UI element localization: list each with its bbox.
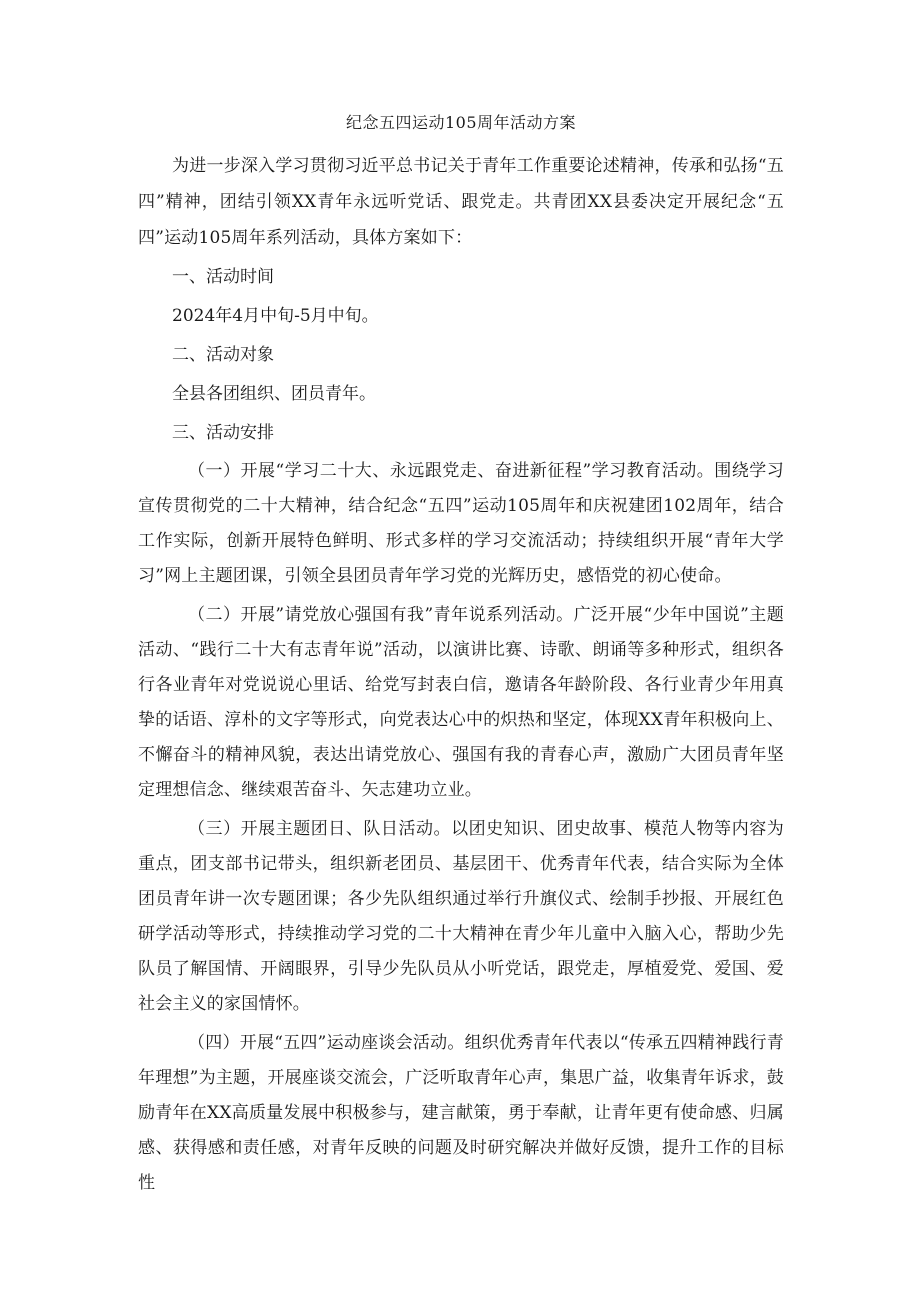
arrangement-item-3: （三）开展主题团日、队日活动。以团史知识、团史故事、模范人物等内容为重点，团支部书记带头，组织新老团员、基层团干、优秀青年代表，结合实际为全体团员青年讲一次专题团课；各少先队组织通过举行升旗仪式、绘制手抄报、开展红色研学活动等形式，持续推动学习党的二十大精神在青少年儿童中入脑入心，帮助少先队员了解国情、开阔眼界，引导少先队员从小听党话，跟党走，厚植爱党、爱国、爱社会主义的家国情怀。 [138, 819, 784, 1014]
section-content-time: 2024年4月中旬-5月中旬。 [172, 306, 379, 326]
section-heading-arrangement: 三、活动安排 [172, 423, 274, 443]
arrangement-item-4: （四）开展“五四”运动座谈会活动。组织优秀青年代表以“传承五四精神践行青年理想”为主题，开展座谈交流会，广泛听取青年心声，集思广益，收集青年诉求，鼓励青年在XX高质量发展中积极参与，建言献策，勇于奉献，让青年更有使命感、归属感、获得感和责任感，对青年反映的问题及时研究解决并做好反馈，提升工作的目标性 [138, 1033, 784, 1193]
intro-paragraph: 为进一步深入学习贯彻习近平总书记关于青年工作重要论述精神，传承和弘扬“五四”精神，团结引领XX青年永远听党话、跟党走。共青团XX县委决定开展纪念“五四”运动105周年系列活动，具体方案如下： [138, 156, 784, 248]
section-heading-time: 一、活动时间 [172, 267, 274, 287]
arrangement-item-1: （一）开展“学习二十大、永远跟党走、奋进新征程”学习教育活动。围绕学习宣传贯彻党的二十大精神，结合纪念“五四”运动105周年和庆祝建团102周年，结合工作实际，创新开展特色鲜明、形式多样的学习交流活动；持续组织开展“青年大学习”网上主题团课，引领全县团员青年学习党的光辉历史，感悟党的初心使命。 [138, 461, 784, 586]
document-title: 纪念五四运动105周年活动方案 [345, 113, 577, 132]
section-content-target: 全县各团组织、团员青年。 [172, 384, 376, 404]
arrangement-item-2: （二）开展”请党放心强国有我”青年说系列活动。广泛开展“少年中国说”主题活动、“践行二十大有志青年说”活动，以演讲比赛、诗歌、朗诵等多种形式，组织各行各业青年对党说说心里话、给党写封表白信，邀请各年龄阶段、各行业青少年用真挚的话语、淳朴的文字等形式，向党表达心中的炽热和坚定，体现XX青年积极向上、不懈奋斗的精神风貌，表达出请党放心、强国有我的青春心声，激励广大团员青年坚定理想信念、继续艰苦奋斗、矢志建功立业。 [138, 605, 784, 800]
document-body [138, 148, 784, 1205]
section-heading-target: 二、活动对象 [172, 345, 274, 365]
